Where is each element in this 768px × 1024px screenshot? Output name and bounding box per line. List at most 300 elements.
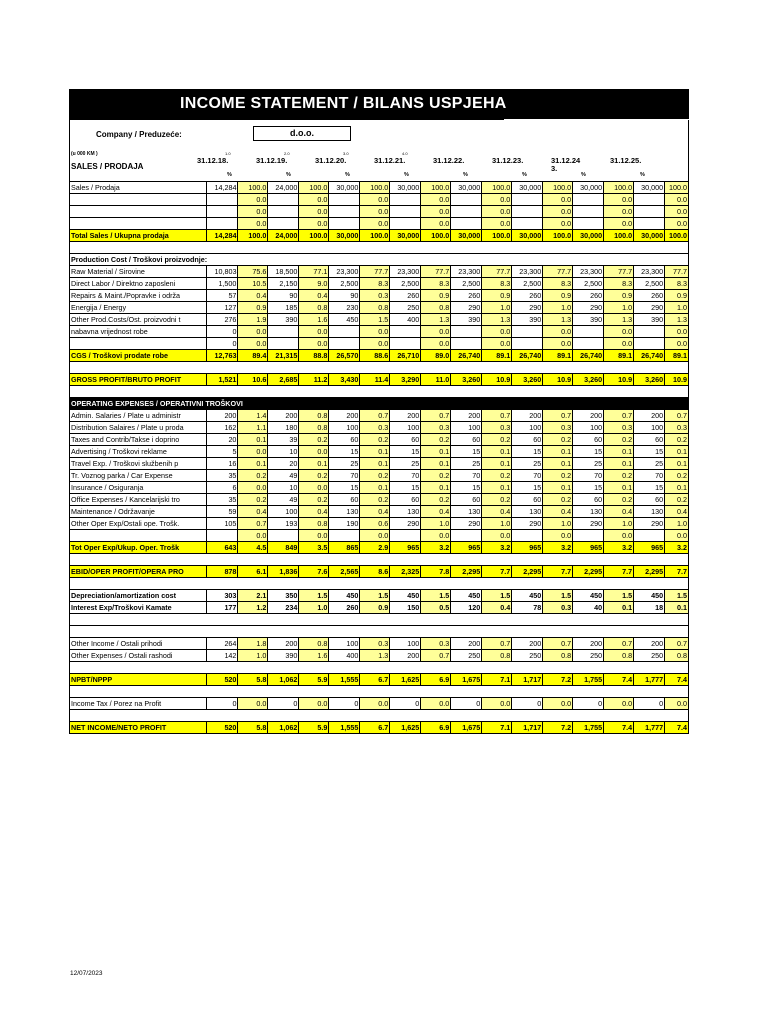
percent-cell[interactable]: 1.4: [238, 410, 268, 422]
amount-cell[interactable]: 26,740: [512, 350, 543, 362]
amount-cell[interactable]: 18,500: [268, 266, 299, 278]
amount-cell[interactable]: 15: [512, 446, 543, 458]
percent-cell[interactable]: 0.0: [482, 218, 512, 230]
percent-cell[interactable]: 0.4: [299, 290, 329, 302]
percent-cell[interactable]: 0.1: [604, 602, 634, 614]
amount-cell[interactable]: 16: [207, 458, 238, 470]
percent-cell[interactable]: 0.0: [543, 338, 573, 350]
amount-cell[interactable]: [634, 194, 665, 206]
amount-cell[interactable]: [207, 206, 238, 218]
row-label[interactable]: Sales / Prodaja: [70, 182, 207, 194]
percent-cell[interactable]: 0.0: [238, 698, 268, 710]
amount-cell[interactable]: 450: [512, 590, 543, 602]
percent-cell[interactable]: 0.6: [360, 518, 390, 530]
row-label[interactable]: Income Tax / Porez na Profit: [70, 698, 207, 710]
percent-cell[interactable]: 0.9: [604, 290, 634, 302]
percent-cell[interactable]: 0.0: [482, 194, 512, 206]
percent-cell[interactable]: 0.0: [665, 206, 689, 218]
percent-cell[interactable]: 0.0: [299, 446, 329, 458]
amount-cell[interactable]: 100: [268, 506, 299, 518]
amount-cell[interactable]: 70: [634, 470, 665, 482]
percent-cell[interactable]: 7.8: [421, 566, 451, 578]
percent-cell[interactable]: 0.0: [482, 206, 512, 218]
row-label[interactable]: Other Income / Ostali prihodi: [70, 638, 207, 650]
percent-cell[interactable]: 0.2: [299, 470, 329, 482]
percent-cell[interactable]: 0.0: [360, 698, 390, 710]
amount-cell[interactable]: 60: [573, 434, 604, 446]
percent-cell[interactable]: 7.4: [665, 674, 689, 686]
percent-cell[interactable]: 9.0: [299, 278, 329, 290]
amount-cell[interactable]: [451, 206, 482, 218]
percent-cell[interactable]: 0.4: [238, 290, 268, 302]
percent-cell[interactable]: 89.1: [482, 350, 512, 362]
amount-cell[interactable]: 5: [207, 446, 238, 458]
amount-cell[interactable]: 0: [268, 698, 299, 710]
percent-cell[interactable]: 0.8: [482, 650, 512, 662]
amount-cell[interactable]: 290: [512, 518, 543, 530]
amount-cell[interactable]: 15: [451, 446, 482, 458]
percent-cell[interactable]: 0.4: [360, 506, 390, 518]
percent-cell[interactable]: 0.1: [604, 446, 634, 458]
percent-cell[interactable]: 0.0: [543, 698, 573, 710]
amount-cell[interactable]: 60: [390, 434, 421, 446]
amount-cell[interactable]: 2,295: [512, 566, 543, 578]
row-label[interactable]: EBID/OPER PROFIT/OPERA PRO: [70, 566, 207, 578]
amount-cell[interactable]: 3,260: [451, 374, 482, 386]
amount-cell[interactable]: [512, 338, 543, 350]
percent-cell[interactable]: 0.0: [238, 446, 268, 458]
amount-cell[interactable]: [451, 218, 482, 230]
row-label[interactable]: Travel Exp. / Troškovi službenih p: [70, 458, 207, 470]
amount-cell[interactable]: 200: [512, 638, 543, 650]
amount-cell[interactable]: [268, 218, 299, 230]
percent-cell[interactable]: 89.1: [665, 350, 689, 362]
percent-cell[interactable]: 100.0: [482, 230, 512, 242]
amount-cell[interactable]: 390: [573, 314, 604, 326]
percent-cell[interactable]: 0.0: [604, 218, 634, 230]
percent-cell[interactable]: 10.9: [604, 374, 634, 386]
row-label[interactable]: Office Expenses / Kancelarijski tro: [70, 494, 207, 506]
percent-cell[interactable]: 7.7: [543, 566, 573, 578]
percent-cell[interactable]: 1.3: [360, 650, 390, 662]
percent-cell[interactable]: 0.4: [421, 506, 451, 518]
percent-cell[interactable]: 0.0: [604, 338, 634, 350]
amount-cell[interactable]: 30,000: [573, 182, 604, 194]
percent-cell[interactable]: 8.6: [360, 566, 390, 578]
percent-cell[interactable]: 0.8: [604, 650, 634, 662]
percent-cell[interactable]: 0.1: [238, 458, 268, 470]
percent-cell[interactable]: 100.0: [421, 182, 451, 194]
percent-cell[interactable]: 0.4: [482, 602, 512, 614]
amount-cell[interactable]: 40: [573, 602, 604, 614]
percent-cell[interactable]: 0.0: [482, 338, 512, 350]
amount-cell[interactable]: 30,000: [512, 182, 543, 194]
amount-cell[interactable]: 23,300: [329, 266, 360, 278]
percent-cell[interactable]: 0.0: [421, 194, 451, 206]
amount-cell[interactable]: 965: [573, 542, 604, 554]
amount-cell[interactable]: 105: [207, 518, 238, 530]
row-label[interactable]: Energija / Energy: [70, 302, 207, 314]
amount-cell[interactable]: 400: [390, 314, 421, 326]
percent-cell[interactable]: 0.1: [604, 458, 634, 470]
amount-cell[interactable]: 965: [390, 542, 421, 554]
percent-cell[interactable]: 1.5: [482, 590, 512, 602]
amount-cell[interactable]: 290: [451, 302, 482, 314]
percent-cell[interactable]: 0.3: [421, 422, 451, 434]
percent-cell[interactable]: 11.4: [360, 374, 390, 386]
percent-cell[interactable]: 0.0: [604, 530, 634, 542]
percent-cell[interactable]: 0.7: [665, 410, 689, 422]
percent-cell[interactable]: 1.0: [543, 302, 573, 314]
percent-cell[interactable]: 1.3: [665, 314, 689, 326]
amount-cell[interactable]: [329, 338, 360, 350]
amount-cell[interactable]: 78: [512, 602, 543, 614]
percent-cell[interactable]: 0.3: [360, 638, 390, 650]
percent-cell[interactable]: 1.0: [604, 518, 634, 530]
row-label[interactable]: Direct Labor / Direktno zaposleni: [70, 278, 207, 290]
percent-cell[interactable]: 0.0: [299, 698, 329, 710]
amount-cell[interactable]: 30,000: [329, 230, 360, 242]
percent-cell[interactable]: 0.1: [543, 446, 573, 458]
percent-cell[interactable]: 0.8: [299, 638, 329, 650]
amount-cell[interactable]: 130: [329, 506, 360, 518]
percent-cell[interactable]: 0.1: [665, 458, 689, 470]
amount-cell[interactable]: 100: [512, 422, 543, 434]
percent-cell[interactable]: 0.7: [360, 410, 390, 422]
amount-cell[interactable]: 30,000: [390, 230, 421, 242]
amount-cell[interactable]: [390, 326, 421, 338]
amount-cell[interactable]: [268, 326, 299, 338]
amount-cell[interactable]: 70: [329, 470, 360, 482]
percent-cell[interactable]: 0.0: [299, 482, 329, 494]
amount-cell[interactable]: 180: [268, 422, 299, 434]
amount-cell[interactable]: 200: [634, 638, 665, 650]
percent-cell[interactable]: 1.1: [238, 422, 268, 434]
amount-cell[interactable]: [634, 530, 665, 542]
amount-cell[interactable]: 14,284: [207, 230, 238, 242]
percent-cell[interactable]: 0.0: [421, 326, 451, 338]
percent-cell[interactable]: 0.3: [543, 422, 573, 434]
percent-cell[interactable]: 0.2: [299, 494, 329, 506]
amount-cell[interactable]: 162: [207, 422, 238, 434]
amount-cell[interactable]: [634, 206, 665, 218]
amount-cell[interactable]: [573, 206, 604, 218]
percent-cell[interactable]: 1.5: [421, 590, 451, 602]
amount-cell[interactable]: 1,062: [268, 674, 299, 686]
amount-cell[interactable]: [390, 218, 421, 230]
percent-cell[interactable]: 0.0: [665, 698, 689, 710]
row-label[interactable]: NPBT/NPPP: [70, 674, 207, 686]
percent-cell[interactable]: 0.1: [665, 602, 689, 614]
percent-cell[interactable]: 5.9: [299, 674, 329, 686]
percent-cell[interactable]: 0.3: [421, 638, 451, 650]
amount-cell[interactable]: 260: [573, 290, 604, 302]
percent-cell[interactable]: 0.1: [238, 434, 268, 446]
percent-cell[interactable]: 0.4: [238, 506, 268, 518]
amount-cell[interactable]: 177: [207, 602, 238, 614]
amount-cell[interactable]: [329, 530, 360, 542]
percent-cell[interactable]: 0.9: [238, 302, 268, 314]
percent-cell[interactable]: 0.0: [299, 326, 329, 338]
amount-cell[interactable]: 70: [573, 470, 604, 482]
percent-cell[interactable]: 0.0: [604, 194, 634, 206]
percent-cell[interactable]: 7.7: [482, 566, 512, 578]
percent-cell[interactable]: 0.1: [360, 482, 390, 494]
amount-cell[interactable]: 1,500: [207, 278, 238, 290]
percent-cell[interactable]: 0.0: [421, 218, 451, 230]
amount-cell[interactable]: [451, 194, 482, 206]
row-label[interactable]: Tr. Voznog parka / Car Expense: [70, 470, 207, 482]
amount-cell[interactable]: [573, 338, 604, 350]
percent-cell[interactable]: 0.7: [421, 410, 451, 422]
percent-cell[interactable]: 0.1: [482, 458, 512, 470]
percent-cell[interactable]: 100.0: [421, 230, 451, 242]
percent-cell[interactable]: 0.2: [543, 434, 573, 446]
percent-cell[interactable]: 1.0: [482, 302, 512, 314]
percent-cell[interactable]: 1.0: [543, 518, 573, 530]
amount-cell[interactable]: 965: [451, 542, 482, 554]
amount-cell[interactable]: [451, 530, 482, 542]
amount-cell[interactable]: [390, 530, 421, 542]
amount-cell[interactable]: 60: [634, 494, 665, 506]
percent-cell[interactable]: 7.6: [299, 566, 329, 578]
amount-cell[interactable]: 450: [329, 314, 360, 326]
percent-cell[interactable]: 100.0: [482, 182, 512, 194]
percent-cell[interactable]: 0.0: [238, 218, 268, 230]
percent-cell[interactable]: 0.9: [360, 602, 390, 614]
percent-cell[interactable]: 0.0: [421, 530, 451, 542]
amount-cell[interactable]: 25: [329, 458, 360, 470]
amount-cell[interactable]: 390: [451, 314, 482, 326]
amount-cell[interactable]: 0: [512, 698, 543, 710]
amount-cell[interactable]: 1,675: [451, 674, 482, 686]
row-label[interactable]: [70, 206, 207, 218]
amount-cell[interactable]: [207, 218, 238, 230]
percent-cell[interactable]: 1.3: [421, 314, 451, 326]
amount-cell[interactable]: 1,675: [451, 722, 482, 734]
percent-cell[interactable]: 0.1: [665, 482, 689, 494]
percent-cell[interactable]: 0.0: [543, 218, 573, 230]
percent-cell[interactable]: 0.1: [360, 458, 390, 470]
percent-cell[interactable]: 0.8: [299, 410, 329, 422]
amount-cell[interactable]: 1,777: [634, 722, 665, 734]
amount-cell[interactable]: 100: [329, 638, 360, 650]
amount-cell[interactable]: 1,062: [268, 722, 299, 734]
percent-cell[interactable]: 0.3: [543, 602, 573, 614]
amount-cell[interactable]: 2,500: [390, 278, 421, 290]
amount-cell[interactable]: 2,500: [329, 278, 360, 290]
percent-cell[interactable]: 0.0: [604, 206, 634, 218]
amount-cell[interactable]: 10,803: [207, 266, 238, 278]
percent-cell[interactable]: 100.0: [299, 182, 329, 194]
amount-cell[interactable]: 1,521: [207, 374, 238, 386]
percent-cell[interactable]: 1.0: [665, 302, 689, 314]
amount-cell[interactable]: 127: [207, 302, 238, 314]
percent-cell[interactable]: 11.2: [299, 374, 329, 386]
row-label[interactable]: Other Prod.Costs/Ost. proizvodni t: [70, 314, 207, 326]
percent-cell[interactable]: 0.2: [604, 434, 634, 446]
percent-cell[interactable]: 8.3: [482, 278, 512, 290]
amount-cell[interactable]: 1,717: [512, 722, 543, 734]
amount-cell[interactable]: 193: [268, 518, 299, 530]
percent-cell[interactable]: 0.5: [421, 602, 451, 614]
amount-cell[interactable]: 35: [207, 470, 238, 482]
amount-cell[interactable]: 350: [268, 590, 299, 602]
amount-cell[interactable]: [207, 194, 238, 206]
percent-cell[interactable]: 75.6: [238, 266, 268, 278]
percent-cell[interactable]: 0.0: [299, 206, 329, 218]
percent-cell[interactable]: 89.0: [421, 350, 451, 362]
amount-cell[interactable]: 24,000: [268, 182, 299, 194]
percent-cell[interactable]: 0.1: [421, 446, 451, 458]
percent-cell[interactable]: 7.2: [543, 722, 573, 734]
amount-cell[interactable]: 520: [207, 674, 238, 686]
row-label[interactable]: nabavna vrijednost robe: [70, 326, 207, 338]
percent-cell[interactable]: 0.2: [482, 494, 512, 506]
percent-cell[interactable]: 0.0: [665, 326, 689, 338]
amount-cell[interactable]: [268, 206, 299, 218]
amount-cell[interactable]: 390: [268, 314, 299, 326]
amount-cell[interactable]: [573, 194, 604, 206]
amount-cell[interactable]: 15: [329, 446, 360, 458]
row-label[interactable]: Total Sales / Ukupna prodaja: [70, 230, 207, 242]
amount-cell[interactable]: 3,290: [390, 374, 421, 386]
amount-cell[interactable]: 23,300: [573, 266, 604, 278]
amount-cell[interactable]: 0: [207, 338, 238, 350]
percent-cell[interactable]: 5.9: [299, 722, 329, 734]
percent-cell[interactable]: 1.0: [299, 602, 329, 614]
percent-cell[interactable]: 2.9: [360, 542, 390, 554]
amount-cell[interactable]: 260: [329, 602, 360, 614]
amount-cell[interactable]: 130: [512, 506, 543, 518]
percent-cell[interactable]: 1.0: [665, 518, 689, 530]
amount-cell[interactable]: 965: [634, 542, 665, 554]
amount-cell[interactable]: 20: [268, 458, 299, 470]
percent-cell[interactable]: 0.8: [665, 650, 689, 662]
percent-cell[interactable]: 100.0: [665, 182, 689, 194]
amount-cell[interactable]: 250: [451, 650, 482, 662]
amount-cell[interactable]: 303: [207, 590, 238, 602]
amount-cell[interactable]: 2,500: [451, 278, 482, 290]
amount-cell[interactable]: 878: [207, 566, 238, 578]
amount-cell[interactable]: 400: [329, 650, 360, 662]
amount-cell[interactable]: 26,740: [573, 350, 604, 362]
percent-cell[interactable]: 77.7: [360, 266, 390, 278]
percent-cell[interactable]: 100.0: [604, 230, 634, 242]
amount-cell[interactable]: 20: [207, 434, 238, 446]
percent-cell[interactable]: 100.0: [665, 230, 689, 242]
percent-cell[interactable]: 0.0: [604, 326, 634, 338]
percent-cell[interactable]: 6.7: [360, 674, 390, 686]
amount-cell[interactable]: [512, 530, 543, 542]
row-label[interactable]: Admin. Salaries / Plate u administr: [70, 410, 207, 422]
percent-cell[interactable]: 0.2: [604, 470, 634, 482]
percent-cell[interactable]: 0.3: [360, 422, 390, 434]
amount-cell[interactable]: [268, 530, 299, 542]
amount-cell[interactable]: 290: [451, 518, 482, 530]
percent-cell[interactable]: 77.1: [299, 266, 329, 278]
percent-cell[interactable]: 0.2: [543, 470, 573, 482]
amount-cell[interactable]: 39: [268, 434, 299, 446]
amount-cell[interactable]: 21,315: [268, 350, 299, 362]
percent-cell[interactable]: 7.7: [665, 566, 689, 578]
percent-cell[interactable]: 1.5: [604, 590, 634, 602]
percent-cell[interactable]: 0.0: [421, 338, 451, 350]
percent-cell[interactable]: 3.2: [604, 542, 634, 554]
row-label[interactable]: [70, 218, 207, 230]
amount-cell[interactable]: 57: [207, 290, 238, 302]
amount-cell[interactable]: 100: [451, 422, 482, 434]
percent-cell[interactable]: 88.6: [360, 350, 390, 362]
percent-cell[interactable]: 0.2: [360, 470, 390, 482]
amount-cell[interactable]: 60: [390, 494, 421, 506]
amount-cell[interactable]: 450: [573, 590, 604, 602]
percent-cell[interactable]: 0.0: [543, 206, 573, 218]
amount-cell[interactable]: 200: [451, 638, 482, 650]
percent-cell[interactable]: 0.7: [543, 410, 573, 422]
percent-cell[interactable]: 0.1: [482, 482, 512, 494]
percent-cell[interactable]: 7.1: [482, 674, 512, 686]
amount-cell[interactable]: 23,300: [512, 266, 543, 278]
percent-cell[interactable]: 0.4: [299, 506, 329, 518]
row-label[interactable]: Other Expenses / Ostali rashodi: [70, 650, 207, 662]
percent-cell[interactable]: 0.0: [299, 530, 329, 542]
amount-cell[interactable]: 15: [512, 482, 543, 494]
amount-cell[interactable]: 15: [573, 482, 604, 494]
percent-cell[interactable]: 0.1: [482, 446, 512, 458]
amount-cell[interactable]: 290: [390, 518, 421, 530]
percent-cell[interactable]: 1.0: [604, 302, 634, 314]
percent-cell[interactable]: 6.9: [421, 674, 451, 686]
amount-cell[interactable]: 130: [634, 506, 665, 518]
amount-cell[interactable]: 260: [451, 290, 482, 302]
percent-cell[interactable]: 0.2: [604, 494, 634, 506]
percent-cell[interactable]: 0.2: [360, 494, 390, 506]
row-label[interactable]: Other Oper Exp/Ostali ope. Trošk.: [70, 518, 207, 530]
percent-cell[interactable]: 89.1: [543, 350, 573, 362]
amount-cell[interactable]: 10: [268, 482, 299, 494]
percent-cell[interactable]: 0.8: [299, 422, 329, 434]
percent-cell[interactable]: 1.5: [665, 590, 689, 602]
amount-cell[interactable]: 15: [329, 482, 360, 494]
amount-cell[interactable]: 60: [451, 494, 482, 506]
percent-cell[interactable]: 100.0: [360, 182, 390, 194]
percent-cell[interactable]: 1.6: [299, 650, 329, 662]
row-label[interactable]: [70, 338, 207, 350]
percent-cell[interactable]: 0.1: [543, 482, 573, 494]
amount-cell[interactable]: 35: [207, 494, 238, 506]
percent-cell[interactable]: 1.5: [543, 590, 573, 602]
amount-cell[interactable]: 0: [634, 698, 665, 710]
percent-cell[interactable]: 1.9: [238, 314, 268, 326]
amount-cell[interactable]: 100: [390, 638, 421, 650]
amount-cell[interactable]: 2,685: [268, 374, 299, 386]
percent-cell[interactable]: 100.0: [360, 230, 390, 242]
amount-cell[interactable]: 30,000: [390, 182, 421, 194]
percent-cell[interactable]: 0.7: [604, 410, 634, 422]
amount-cell[interactable]: 130: [390, 506, 421, 518]
percent-cell[interactable]: 0.2: [421, 494, 451, 506]
row-label[interactable]: [70, 530, 207, 542]
amount-cell[interactable]: 6: [207, 482, 238, 494]
percent-cell[interactable]: 0.0: [360, 206, 390, 218]
percent-cell[interactable]: 77.7: [421, 266, 451, 278]
amount-cell[interactable]: 1,625: [390, 722, 421, 734]
row-label[interactable]: Distribution Salaires / Plate u proda: [70, 422, 207, 434]
percent-cell[interactable]: 0.2: [299, 434, 329, 446]
amount-cell[interactable]: 60: [512, 434, 543, 446]
amount-cell[interactable]: 3,260: [634, 374, 665, 386]
